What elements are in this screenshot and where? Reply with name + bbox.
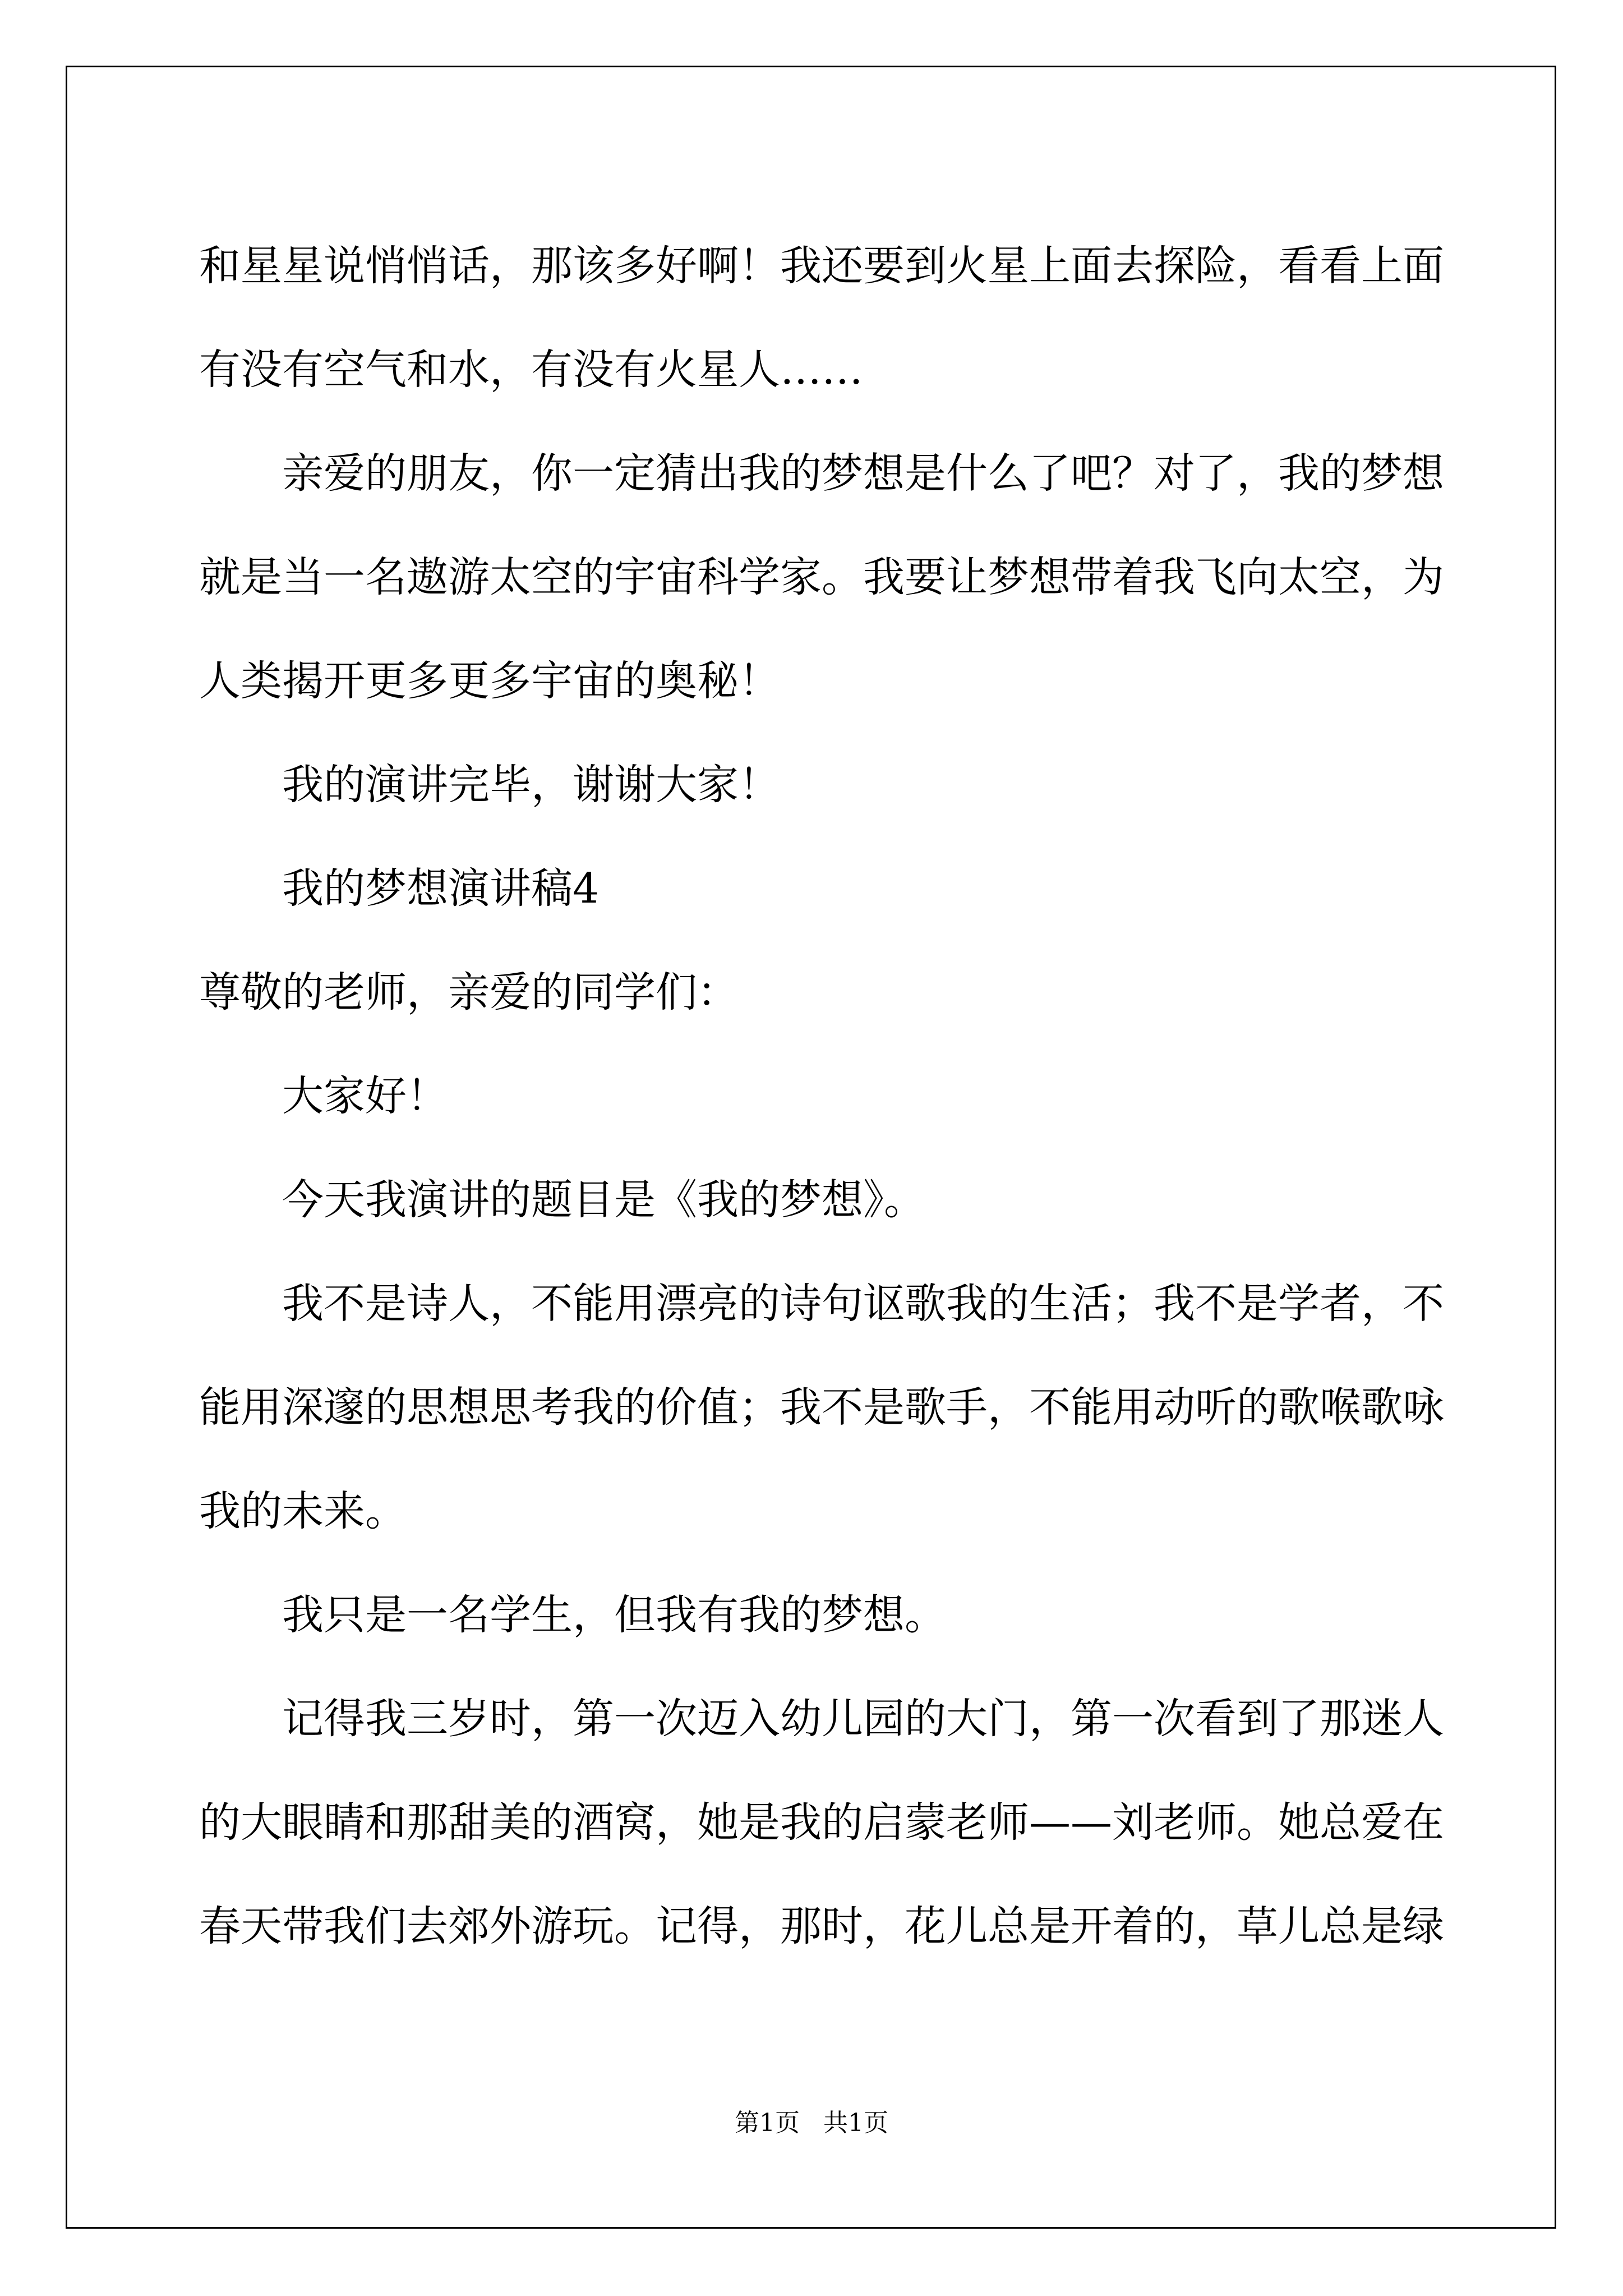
paragraph [199,733,1427,837]
text-line: 大家好！ [282,1072,448,1120]
text-line: 我的演讲完毕，谢谢大家！ [282,761,780,809]
text-line: 和星星说悄悄话，那该多好啊！我还要到火星上面去探险，看看上面 [199,242,1444,290]
text-line: 春天带我们去郊外游玩。记得，那时，花儿总是开着的，草儿总是绿 [199,1902,1444,1950]
text-line: 尊敬的老师，亲爱的同学们： [199,968,739,1016]
text-line: 能用深邃的思想思考我的价值；我不是歌手，不能用动听的歌喉歌咏 [199,1383,1444,1432]
paragraph [199,1252,1444,1563]
paragraph [199,1563,1427,1667]
text-line: 亲爱的朋友，你一定猜出我的梦想是什么了吧？对了，我的梦想 [282,449,1444,498]
text-line: 有没有空气和水，有没有火星人…… [199,346,863,394]
paragraph [199,1045,1427,1148]
text-line: 我的梦想演讲稿4 [282,864,600,913]
page-total: 共1页 [823,2109,888,2137]
text-line: 今天我演讲的题目是《我的梦想》。 [282,1176,925,1224]
text-line: 就是当一名遨游太空的宇宙科学家。我要让梦想带着我飞向太空，为 [199,553,1444,601]
section-heading [199,837,1427,941]
paragraph [199,1667,1444,1978]
page-footer [0,2106,1623,2140]
text-line: 我不是诗人，不能用漂亮的诗句讴歌我的生活；我不是学者，不 [282,1280,1444,1328]
document-body [199,214,1444,1978]
page-number: 第1页 [735,2109,800,2137]
text-line: 记得我三岁时，第一次迈入幼儿园的大门，第一次看到了那迷人 [282,1695,1444,1743]
text-line: 我的未来。 [199,1487,407,1535]
paragraph [199,1148,1427,1252]
text-line: 我只是一名学生，但我有我的梦想。 [282,1591,946,1639]
text-line: 人类揭开更多更多宇宙的奥秘！ [199,657,780,705]
salutation [199,941,1427,1045]
paragraph [199,422,1444,733]
text-line: 的大眼睛和那甜美的酒窝，她是我的启蒙老师——刘老师。她总爱在 [199,1798,1444,1847]
paragraph [199,214,1444,422]
